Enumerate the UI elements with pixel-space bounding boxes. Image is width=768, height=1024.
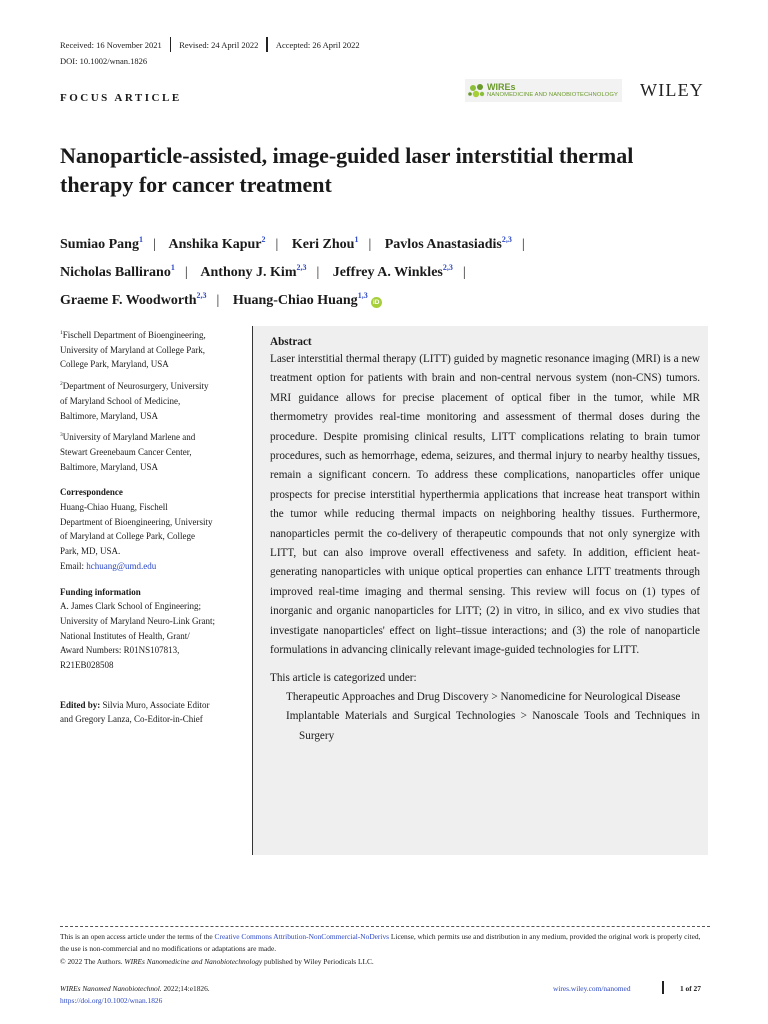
article-dates xyxy=(60,37,360,52)
affiliation: $^2$Department of Neurosurgery, University of Maryland School of Medicine, Baltimore, Maryland, USA xyxy=(60,381,209,421)
accepted-date: Accepted: 26 April 2022 xyxy=(275,39,360,50)
category-item[interactable]: Implantable Materials and Surgical Technologies > Nanoscale Tools and Techniques in Surgery xyxy=(286,710,700,742)
author-separator: | xyxy=(275,237,279,252)
article-type: FOCUS ARTICLE xyxy=(60,92,182,104)
doi-link[interactable]: https://doi.org/10.1002/wnan.1826 xyxy=(60,996,163,1006)
citation: WIREs Nanomed Nanobiotechnol. 2022;14:e1826. https://doi.org/10.1002/wnan.1826 xyxy=(60,984,210,1006)
email-link[interactable]: hchuang@umd.edu xyxy=(86,560,157,571)
footer-divider xyxy=(60,926,710,927)
funding-heading: Funding information xyxy=(60,586,141,597)
page-separator xyxy=(662,981,664,994)
affiliation: $^1$Fischell Department of Bioengineering, University of Maryland at College Park, College Park, Maryland, USA xyxy=(60,330,206,370)
article-info-column xyxy=(60,326,250,727)
funding-text: A. James Clark School of Engineering; University of Maryland Neuro-Link Grant; National Institutes of Health, Grant/ Award Numbers: R01NS107813, R21EB028508 xyxy=(60,601,215,671)
author[interactable]: Sumiao Pang$^1$ xyxy=(60,235,143,252)
author[interactable]: Jeffrey A. Winkles$^{2,3}$ xyxy=(332,263,453,280)
author[interactable]: Anshika Kapur$^2$ xyxy=(168,235,266,252)
revised-date: Revised: 24 April 2022 xyxy=(179,39,259,50)
article-title: Nanoparticle-assisted, image-guided laser interstitial thermal therapy for cancer treatment xyxy=(60,143,634,197)
wires-logo-icon xyxy=(467,82,487,100)
author-separator: | xyxy=(462,265,466,280)
abstract-body: Laser interstitial thermal therapy (LITT) guided by magnetic resonance imaging (MRI) is a new treatment option for patients with brain and non-central nervous system (non-CNS) tumors. MRI guidance allows for precise placement of optical fiber in the tumor, while MR thermometry provides real-time monitoring and assessment of thermal doses during the procedure. Despite promising clinical results, LITT complications relating to brain tumor procedures, such as hemorrhage, edema, seizures, and thermal injury to nearby healthy tissues, remain a significant concern. To address these complications, nanoparticles offer unique prospects for precise interstitial hyperthermia applications that increase heat transport within the tumor while reducing thermal impacts on neighboring healthy tissues. Furthermore, nanoparticles permit the co-delivery of therapeutic compounds that not only synergize with LITT, but can also improve overall effectiveness and safety. In addition, efficient heat-generating nanoparticles with unique optical properties can enhance LITT treatments through improved real-time imaging and thermal sensing. This review will focus on (1) types of inorganic and organic nanoparticles for LITT; (2) in vitro, in silico, and ex vivo studies that investigate nanoparticles' effect on light–tissue interactions; and (3) the role of nanoparticle formulations in advancing clinically relevant image-guided technologies for LITT. xyxy=(270,353,700,657)
author[interactable]: Pavlos Anastasiadis$^{2,3}$ xyxy=(384,235,512,252)
correspondence-text: Huang-Chiao Huang, Fischell Department of Bioengineering, University of Maryland at College Park, College Park, MD, USA. Email: hchuang@umd.edu xyxy=(60,502,213,571)
page-number: 1 of 27 xyxy=(680,984,701,993)
date-separator xyxy=(170,37,172,52)
author[interactable]: Huang-Chiao Huang$^{1,3}$ xyxy=(232,291,368,308)
author-separator: | xyxy=(521,237,525,252)
author-separator: | xyxy=(216,293,220,308)
abstract-box xyxy=(252,326,708,855)
doi: DOI: 10.1002/wnan.1826 xyxy=(60,56,148,66)
journal-logo-line1: WIREs xyxy=(487,81,516,92)
author-separator: | xyxy=(152,237,156,252)
author-separator: | xyxy=(316,265,320,280)
author[interactable]: Keri Zhou$^1$ xyxy=(291,235,359,252)
date-separator xyxy=(266,37,268,52)
journal-name: WIREs Nanomedicine and Nanobiotechnology xyxy=(124,956,263,966)
author[interactable]: Anthony J. Kim$^{2,3}$ xyxy=(200,263,307,280)
orcid-icon[interactable]: iD xyxy=(371,297,382,308)
author[interactable]: Graeme F. Woodworth$^{2,3}$ xyxy=(60,291,207,308)
author-separator: | xyxy=(184,265,188,280)
category-item[interactable]: Therapeutic Approaches and Drug Discovery > Nanomedicine for Neurological Disease xyxy=(286,690,681,703)
affiliation: $^3$University of Maryland Marlene and Stewart Greenebaum Cancer Center, Baltimore, Maryland, USA xyxy=(60,432,196,472)
journal-logo-line2: NANOMEDICINE AND NANOBIOTECHNOLOGY xyxy=(487,91,618,98)
license-link[interactable]: Creative Commons Attribution-NonCommercial-NoDerivs xyxy=(214,932,390,941)
received-date: Received: 16 November 2021 xyxy=(60,39,162,50)
author-list xyxy=(60,228,710,312)
journal-logo xyxy=(465,79,622,102)
publisher-logo: WILEY xyxy=(640,80,704,100)
journal-site-link[interactable]: wires.wiley.com/nanomed xyxy=(553,984,631,993)
author[interactable]: Nicholas Ballirano$^1$ xyxy=(60,263,175,280)
correspondence-heading: Correspondence xyxy=(60,487,123,498)
edited-by: Edited by: Silvia Muro, Associate Editor and Gregory Lanza, Co-Editor-in-Chief xyxy=(60,699,210,725)
author-separator: | xyxy=(368,237,372,252)
license-notice: This is an open access article under the terms of the Creative Commons Attribution-NonCommercial-NoDerivs License, which permits use and distribution in any medium, provided the original work is properly cited, the use is non-commercial and no modifications or adaptations are made. © 2022 The Authors. WIREs Nanomedicine and Nanobiotechnology published by Wiley Periodicals LLC. xyxy=(60,932,701,966)
categorized-label: This article is categorized under: xyxy=(270,671,417,684)
abstract-heading: Abstract xyxy=(270,336,312,348)
